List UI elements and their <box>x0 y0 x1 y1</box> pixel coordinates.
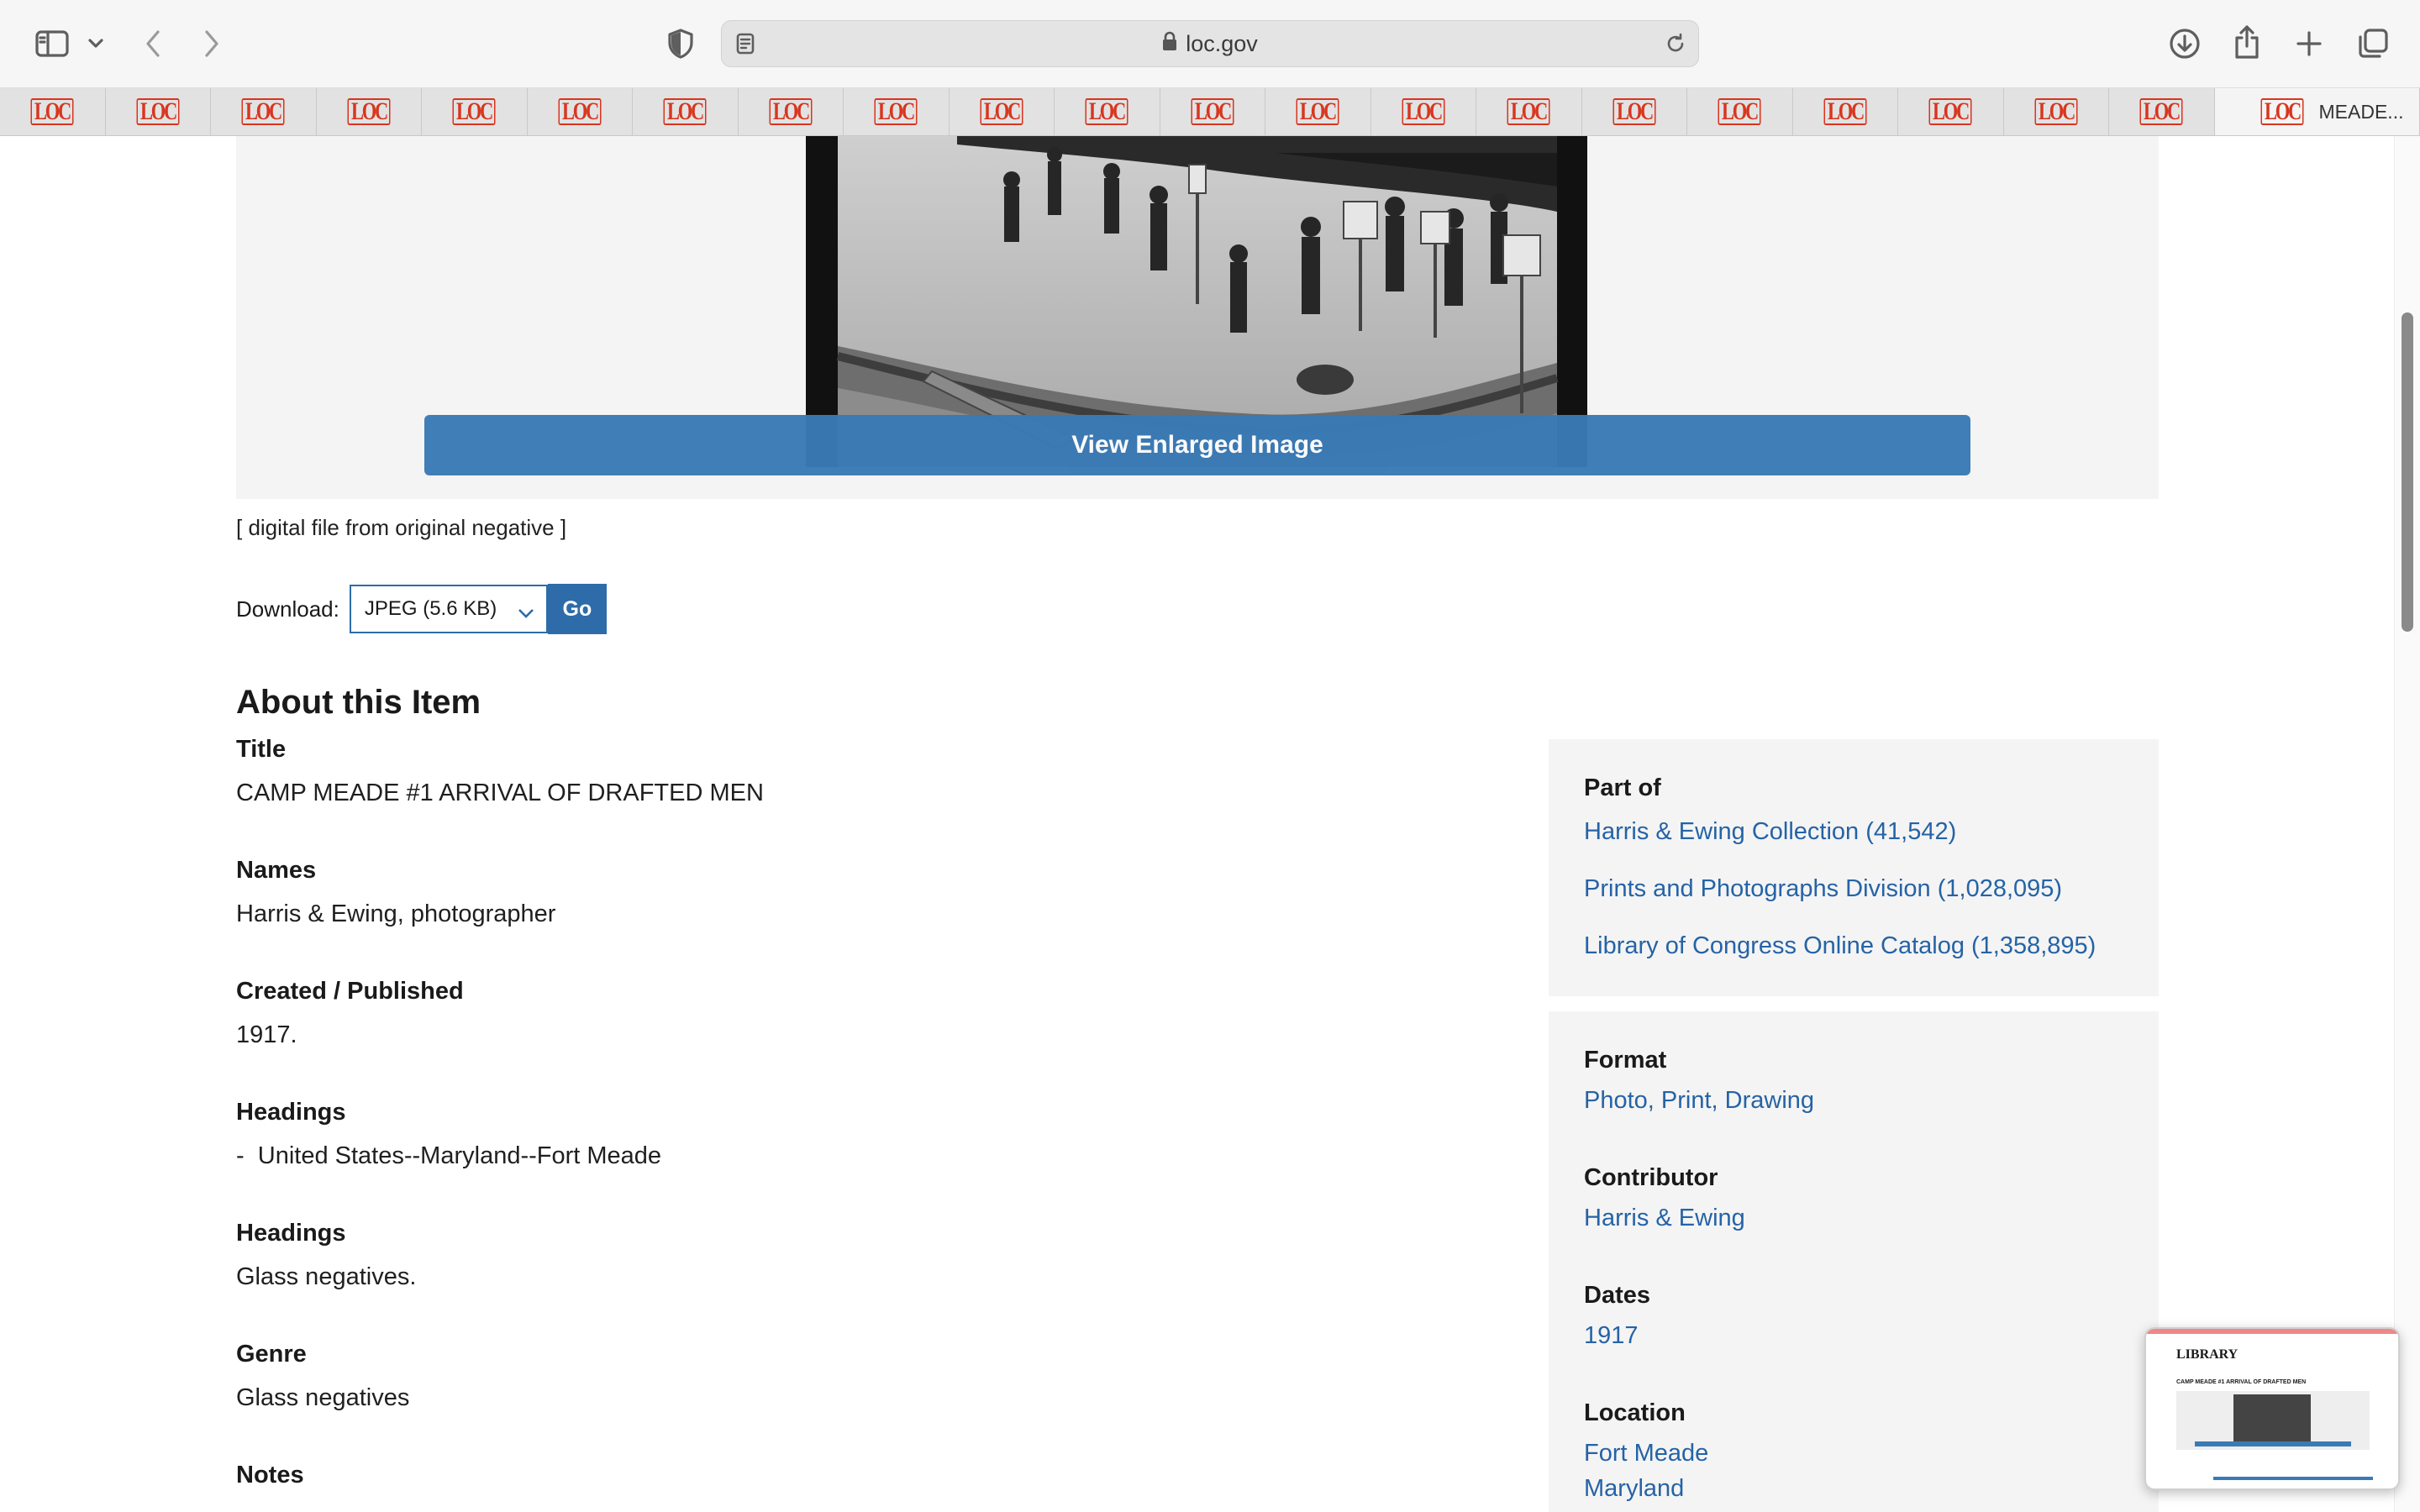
loc-favicon-icon: LOC <box>1191 98 1234 125</box>
loc-favicon-icon: LOC <box>664 98 707 125</box>
loc-favicon-icon: LOC <box>453 98 496 125</box>
image-caption: [ digital file from original negative ] <box>236 515 567 540</box>
field-value-headings: - United States--Maryland--Fort Meade <box>236 1142 662 1169</box>
active-tab-title: MEADE... <box>2318 100 2404 123</box>
browser-tab[interactable] <box>106 88 212 135</box>
location-link-fort-meade[interactable]: Fort Meade <box>1584 1440 1709 1467</box>
location-link-maryland[interactable]: Maryland <box>1584 1475 1685 1502</box>
tab-overview-icon[interactable] <box>2354 25 2391 62</box>
browser-tab[interactable] <box>633 88 739 135</box>
preview-brand: LIBRARY <box>2176 1347 2238 1362</box>
browser-tab[interactable] <box>528 88 634 135</box>
field-label-headings-2: Headings <box>236 1220 346 1247</box>
browser-tab[interactable] <box>950 88 1055 135</box>
contributor-link[interactable]: Harris & Ewing <box>1584 1205 1745 1231</box>
loc-favicon-icon: LOC <box>875 98 918 125</box>
download-label: Download: <box>236 596 339 622</box>
dates-label: Dates <box>1584 1282 1650 1309</box>
browser-tab[interactable] <box>317 88 423 135</box>
field-value-genre: Glass negatives <box>236 1384 410 1411</box>
browser-toolbar <box>0 0 2420 88</box>
loc-favicon-icon: LOC <box>980 98 1023 125</box>
part-of-panel <box>1549 739 2159 996</box>
browser-tab[interactable] <box>1687 88 1793 135</box>
loc-favicon-icon: LOC <box>558 98 601 125</box>
loc-favicon-icon: LOC <box>2260 98 2303 125</box>
browser-tab[interactable] <box>2004 88 2110 135</box>
field-value-names: Harris & Ewing, photographer <box>236 900 556 927</box>
loc-favicon-icon: LOC <box>2034 98 2077 125</box>
browser-tab[interactable] <box>1582 88 1688 135</box>
share-icon[interactable] <box>2228 22 2265 62</box>
browser-tab[interactable] <box>422 88 528 135</box>
loc-favicon-icon: LOC <box>347 98 390 125</box>
loc-favicon-icon: LOC <box>1612 98 1655 125</box>
browser-tab-active[interactable] <box>2215 88 2420 135</box>
loc-favicon-icon: LOC <box>1086 98 1128 125</box>
browser-tab[interactable] <box>1055 88 1160 135</box>
contributor-label: Contributor <box>1584 1164 1718 1191</box>
back-icon[interactable] <box>139 27 166 60</box>
tab-bar <box>0 88 2420 136</box>
browser-tab[interactable] <box>211 88 317 135</box>
lock-icon <box>1162 31 1177 57</box>
part-of-label: Part of <box>1584 774 1661 801</box>
loc-favicon-icon: LOC <box>1718 98 1761 125</box>
browser-tab[interactable] <box>1476 88 1582 135</box>
browser-tab[interactable] <box>1898 88 2004 135</box>
scrollbar[interactable] <box>2394 136 2420 1512</box>
loc-favicon-icon: LOC <box>1402 98 1444 125</box>
loc-favicon-icon: LOC <box>769 98 812 125</box>
loc-favicon-icon: LOC <box>1929 98 1972 125</box>
field-label-created: Created / Published <box>236 978 464 1005</box>
loc-favicon-icon: LOC <box>242 98 285 125</box>
scrollbar-thumb[interactable] <box>2402 312 2413 632</box>
reload-icon[interactable] <box>1663 31 1688 56</box>
sidebar-toggle-icon[interactable] <box>34 27 71 60</box>
field-label-genre: Genre <box>236 1341 307 1368</box>
field-label-names: Names <box>236 857 317 884</box>
preview-photo <box>2233 1394 2311 1446</box>
browser-tab[interactable] <box>1160 88 1266 135</box>
chevron-down-icon[interactable] <box>86 32 106 55</box>
download-row <box>236 584 607 634</box>
part-of-link-collection[interactable]: Harris & Ewing Collection (41,542) <box>1584 818 1957 845</box>
about-heading: About this Item <box>236 684 481 721</box>
browser-tab[interactable] <box>1265 88 1371 135</box>
forward-icon[interactable] <box>198 27 225 60</box>
preview-tabstrip <box>2146 1329 2398 1334</box>
loc-favicon-icon: LOC <box>1507 98 1550 125</box>
page-preview-thumbnail[interactable] <box>2144 1327 2400 1490</box>
download-format-select[interactable] <box>350 585 548 633</box>
privacy-shield-icon[interactable] <box>664 27 697 60</box>
dates-link[interactable]: 1917 <box>1584 1322 1639 1349</box>
browser-tab[interactable] <box>844 88 950 135</box>
image-viewer <box>236 136 2159 499</box>
loc-favicon-icon: LOC <box>1823 98 1866 125</box>
facets-panel <box>1549 1011 2159 1512</box>
browser-tab[interactable] <box>739 88 844 135</box>
download-format-value: JPEG (5.6 KB) <box>364 597 497 620</box>
preview-image-panel <box>2176 1391 2370 1450</box>
field-label-title: Title <box>236 736 287 763</box>
loc-favicon-icon: LOC <box>136 98 179 125</box>
field-value-headings-2: Glass negatives. <box>236 1263 417 1290</box>
preview-title: CAMP MEADE #1 ARRIVAL OF DRAFTED MEN <box>2176 1379 2307 1385</box>
browser-tab[interactable] <box>1793 88 1899 135</box>
preview-button <box>2195 1441 2351 1446</box>
part-of-link-catalog[interactable]: Library of Congress Online Catalog (1,358,895) <box>1584 932 2096 959</box>
loc-favicon-icon: LOC <box>2140 98 2183 125</box>
preview-progress <box>2213 1477 2373 1480</box>
format-label: Format <box>1584 1047 1667 1074</box>
field-label-notes: Notes <box>236 1462 304 1488</box>
loc-favicon-icon: LOC <box>1297 98 1339 125</box>
field-label-headings: Headings <box>236 1099 346 1126</box>
browser-tab[interactable] <box>1371 88 1477 135</box>
field-value-created: 1917. <box>236 1021 297 1048</box>
view-enlarged-image-button[interactable]: View Enlarged Image <box>424 415 1970 475</box>
field-value-title: CAMP MEADE #1 ARRIVAL OF DRAFTED MEN <box>236 780 764 806</box>
new-tab-icon[interactable] <box>2291 25 2328 62</box>
location-label: Location <box>1584 1399 1686 1426</box>
loc-favicon-icon: LOC <box>31 98 74 125</box>
browser-tab[interactable] <box>0 88 106 135</box>
format-link[interactable]: Photo, Print, Drawing <box>1584 1087 1815 1114</box>
browser-tab[interactable] <box>2109 88 2215 135</box>
downloads-icon[interactable] <box>2166 25 2203 62</box>
page-content <box>0 136 2420 1512</box>
chevron-down-icon <box>518 601 534 625</box>
url-text: loc.gov <box>1186 30 1258 56</box>
address-bar[interactable] <box>721 20 1699 67</box>
part-of-link-division[interactable]: Prints and Photographs Division (1,028,095) <box>1584 875 2063 902</box>
download-go-button[interactable]: Go <box>548 584 607 634</box>
